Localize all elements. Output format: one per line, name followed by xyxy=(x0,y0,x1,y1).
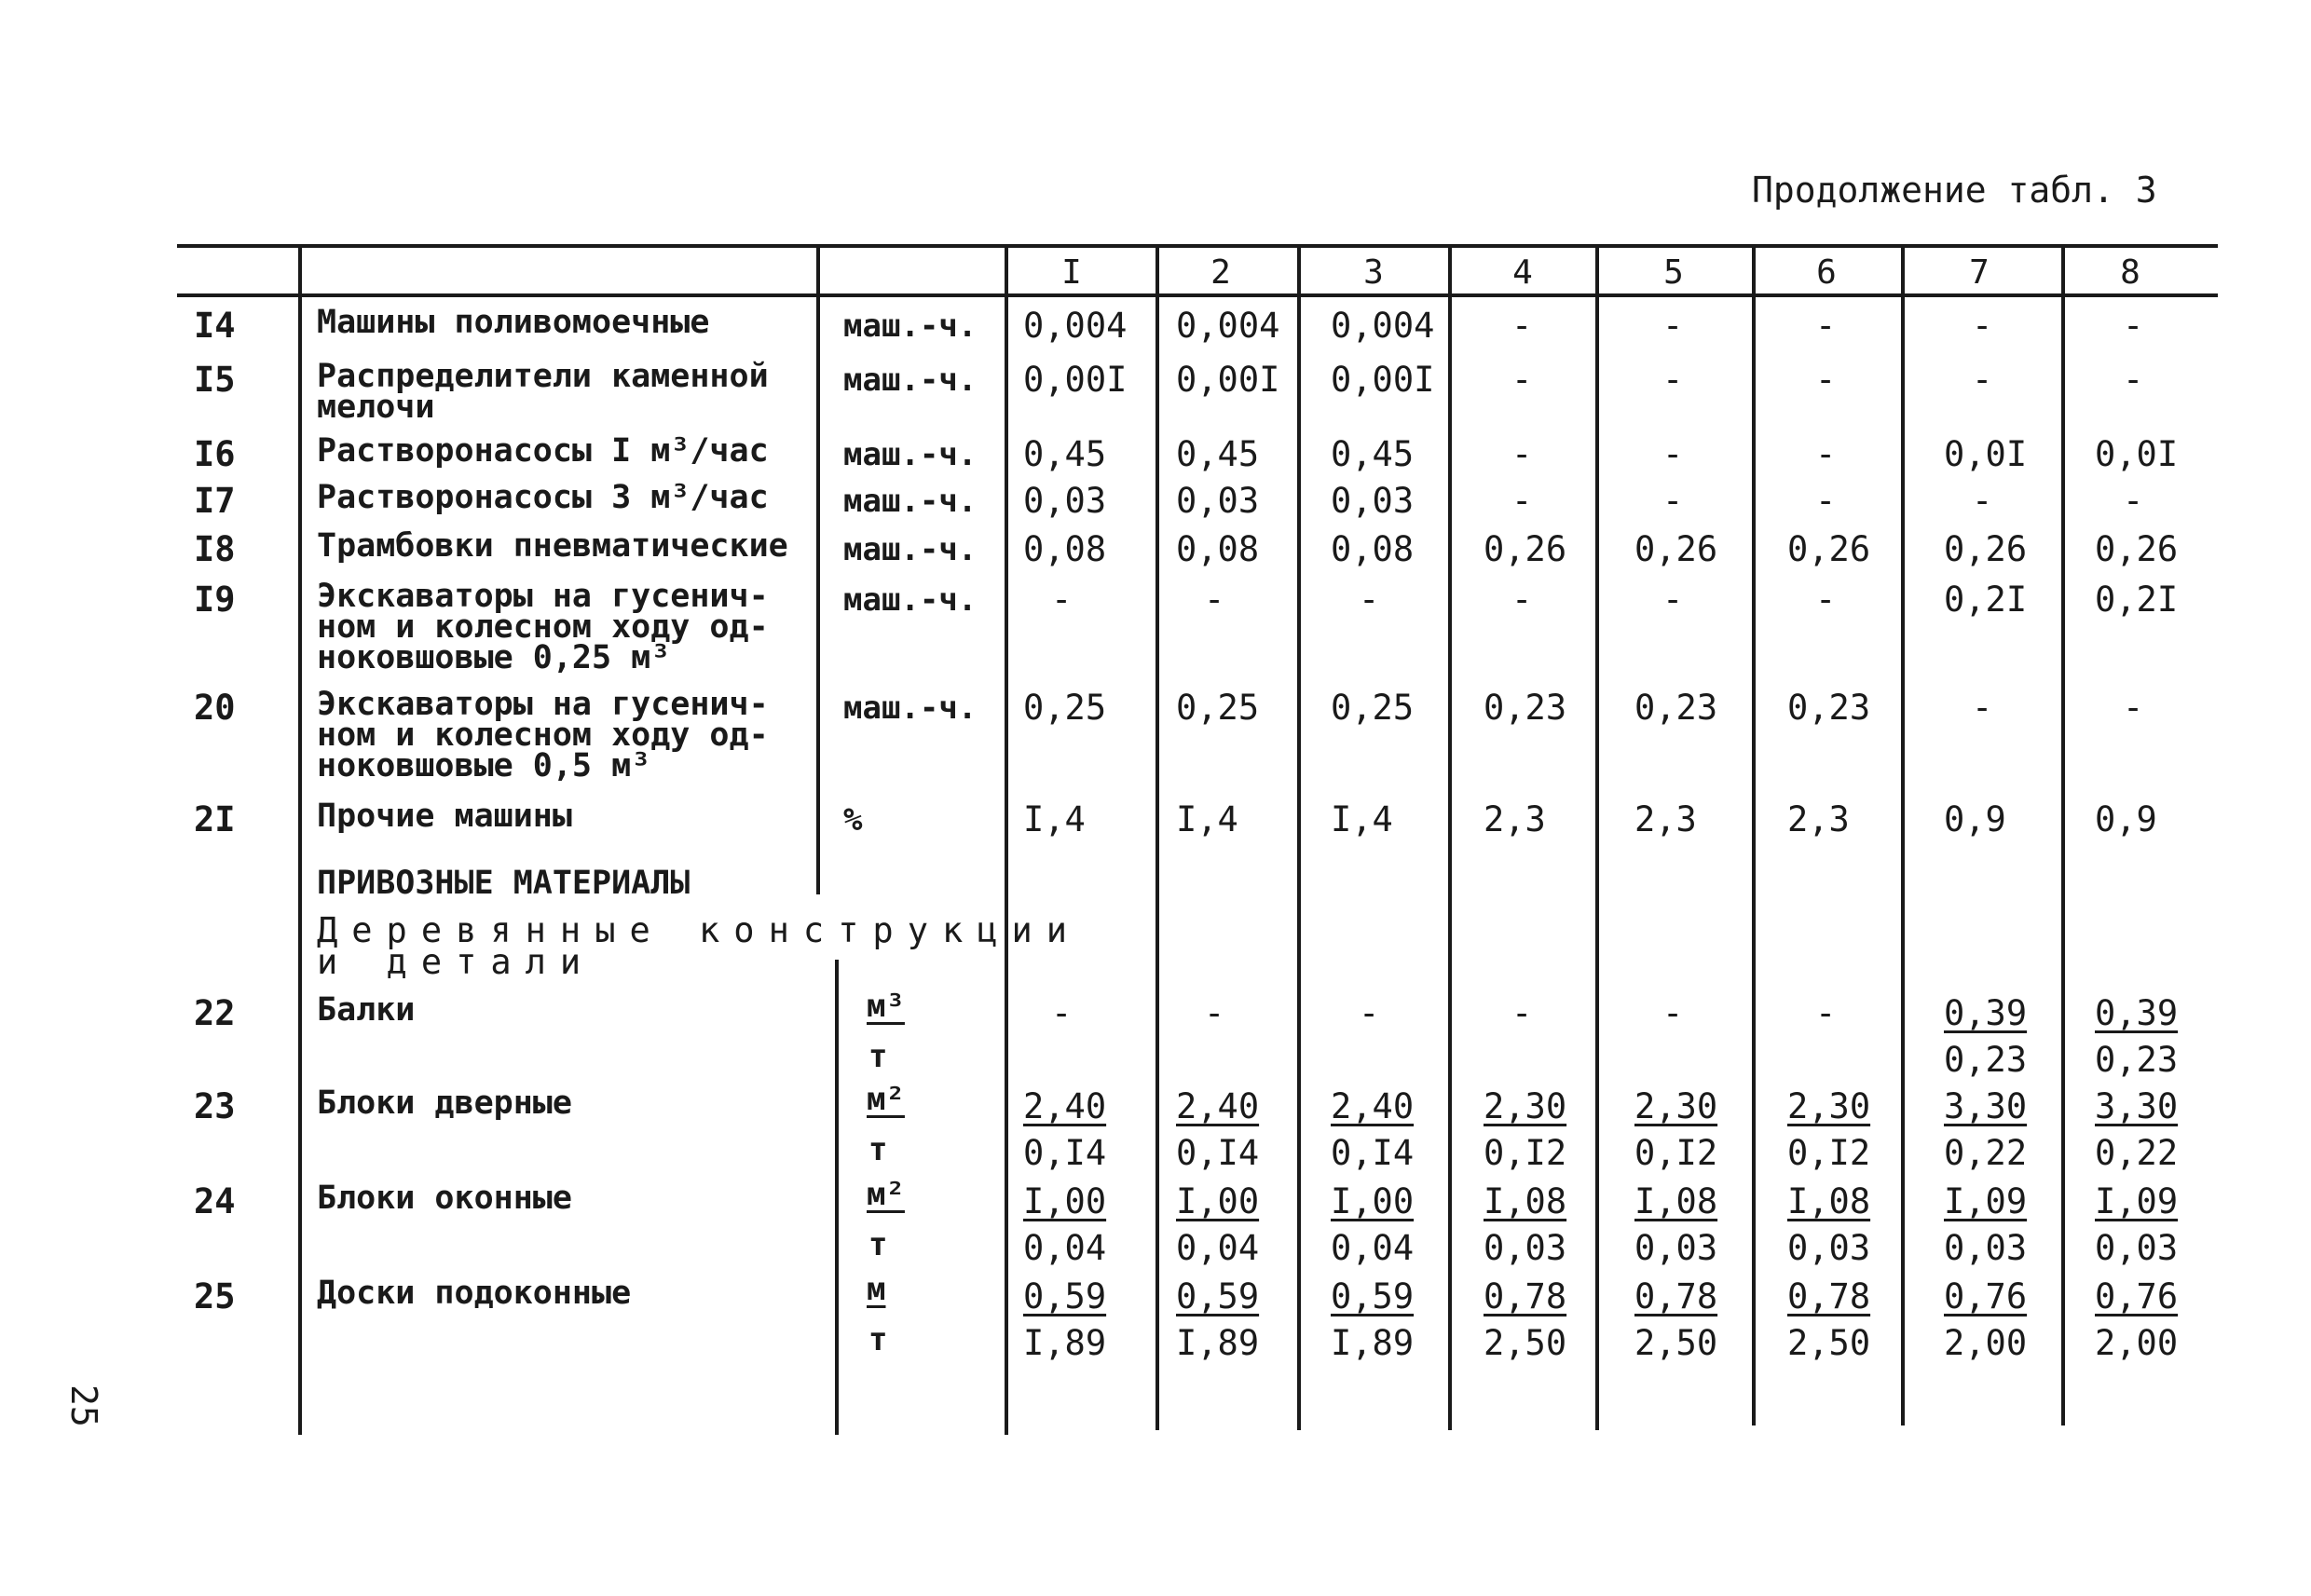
material-value-bottom: 2,50 xyxy=(1634,1323,1718,1363)
material-value-bottom: 0,04 xyxy=(1331,1228,1415,1268)
row-value: 0,9 xyxy=(1944,799,2006,839)
material-value-top: 0,39 xyxy=(1944,993,2028,1033)
material-unit-top: м³ xyxy=(867,988,905,1025)
col-divider-name-lower xyxy=(835,960,839,1435)
row-value: - xyxy=(1662,434,1684,474)
material-value-top: 3,30 xyxy=(1944,1086,2028,1126)
material-row-name: Блоки дверные xyxy=(317,1084,572,1122)
row-value: 0,45 xyxy=(1023,434,1107,474)
material-value-bottom: 0,04 xyxy=(1023,1228,1107,1268)
column-header-5: 5 xyxy=(1663,253,1684,292)
row-value: - xyxy=(1511,481,1533,521)
row-value: - xyxy=(1972,688,1993,728)
material-unit-top: м xyxy=(867,1271,886,1308)
material-value-top: 0,78 xyxy=(1484,1276,1567,1316)
row-value: 0,004 xyxy=(1331,306,1435,346)
row-value: - xyxy=(1815,306,1837,346)
material-value-bottom: 2,00 xyxy=(2095,1323,2179,1363)
row-value: 0,25 xyxy=(1023,688,1107,728)
row-value: - xyxy=(1972,481,1993,521)
material-row-name: Доски подоконные xyxy=(317,1275,632,1312)
column-header-3: 3 xyxy=(1363,253,1384,292)
row-value: 0,26 xyxy=(1484,529,1567,569)
material-value-top: - xyxy=(1815,993,1837,1033)
row-value: 0,2I xyxy=(2095,580,2179,620)
row-value: 2,3 xyxy=(1634,799,1697,839)
table-header-rule xyxy=(177,293,2218,297)
row-value: - xyxy=(1815,360,1837,400)
row-number: I9 xyxy=(194,580,236,620)
material-value-top: 0,59 xyxy=(1176,1276,1260,1316)
material-value-top: 0,78 xyxy=(1787,1276,1871,1316)
row-name: Экскаваторы на гусенич- ном и колесном ходу од- ноковшовые 0,5 м³ xyxy=(317,686,769,784)
row-value: - xyxy=(2123,360,2144,400)
material-unit-top: м² xyxy=(867,1081,905,1118)
material-value-bottom: I,89 xyxy=(1023,1323,1107,1363)
material-value-top: 2,40 xyxy=(1023,1086,1107,1126)
row-value: - xyxy=(2123,688,2144,728)
material-value-bottom: 0,I2 xyxy=(1634,1133,1718,1173)
row-value: - xyxy=(2123,306,2144,346)
row-value: 0,08 xyxy=(1023,529,1107,569)
row-number: I7 xyxy=(194,481,236,521)
material-value-bottom: I,89 xyxy=(1176,1323,1260,1363)
material-value-top: 2,30 xyxy=(1484,1086,1567,1126)
row-name: Растворонасосы I м³/час xyxy=(317,432,769,470)
material-value-bottom: 0,I4 xyxy=(1023,1133,1107,1173)
material-value-top: - xyxy=(1359,993,1380,1033)
col-divider-2 xyxy=(1297,247,1301,1430)
material-value-bottom: 2,00 xyxy=(1944,1323,2028,1363)
material-value-bottom: 0,04 xyxy=(1176,1228,1260,1268)
material-value-bottom: 2,50 xyxy=(1484,1323,1567,1363)
row-value: - xyxy=(1662,481,1684,521)
row-name: Машины поливомоечные xyxy=(317,304,710,341)
material-row-number: 22 xyxy=(194,993,236,1033)
col-divider-unit xyxy=(1005,247,1008,1435)
row-value: 0,03 xyxy=(1331,481,1415,521)
row-name: Прочие машины xyxy=(317,798,572,835)
row-value: 0,23 xyxy=(1484,688,1567,728)
row-value: 0,00I xyxy=(1331,360,1435,400)
material-value-top: I,09 xyxy=(2095,1181,2179,1221)
row-value: - xyxy=(1051,580,1073,620)
material-value-top: - xyxy=(1204,993,1225,1033)
section-title: ПРИВОЗНЫЕ МАТЕРИАЛЫ xyxy=(317,865,691,902)
col-divider-6 xyxy=(1901,247,1905,1425)
row-value: - xyxy=(2123,481,2144,521)
row-value: I,4 xyxy=(1176,799,1238,839)
row-value: - xyxy=(1662,580,1684,620)
row-name: Трамбовки пневматические xyxy=(317,527,788,565)
row-value: I,4 xyxy=(1023,799,1086,839)
row-value: 0,25 xyxy=(1176,688,1260,728)
row-value: 2,3 xyxy=(1484,799,1546,839)
material-unit-top: м² xyxy=(867,1176,905,1213)
col-divider-num xyxy=(298,247,302,1435)
row-value: 0,26 xyxy=(1634,529,1718,569)
row-value: - xyxy=(1511,360,1533,400)
row-value: - xyxy=(1972,360,1993,400)
col-divider-1 xyxy=(1156,247,1159,1430)
row-value: 0,00I xyxy=(1023,360,1128,400)
material-value-top: - xyxy=(1511,993,1533,1033)
material-value-top: 2,30 xyxy=(1787,1086,1871,1126)
material-value-top: 0,59 xyxy=(1023,1276,1107,1316)
row-value: - xyxy=(1662,360,1684,400)
material-value-bottom: 0,03 xyxy=(1944,1228,2028,1268)
row-number: I5 xyxy=(194,360,236,400)
row-value: I,4 xyxy=(1331,799,1393,839)
material-value-bottom: 0,I4 xyxy=(1176,1133,1260,1173)
material-unit-bottom: т xyxy=(868,1131,888,1168)
col-divider-4 xyxy=(1595,247,1599,1430)
table-caption: Продолжение табл. 3 xyxy=(1752,170,2157,211)
row-unit: маш.-ч. xyxy=(843,581,978,619)
row-value: 0,23 xyxy=(1787,688,1871,728)
row-unit: маш.-ч. xyxy=(843,436,978,473)
row-value: 0,03 xyxy=(1023,481,1107,521)
row-unit: маш.-ч. xyxy=(843,307,978,345)
material-value-bottom: 0,23 xyxy=(1944,1040,2028,1080)
row-number: I6 xyxy=(194,434,236,474)
material-value-top: 0,76 xyxy=(1944,1276,2028,1316)
row-unit: маш.-ч. xyxy=(843,689,978,727)
row-value: - xyxy=(1662,306,1684,346)
material-value-top: 2,40 xyxy=(1331,1086,1415,1126)
row-value: 2,3 xyxy=(1787,799,1850,839)
row-number: I4 xyxy=(194,306,236,346)
material-value-top: I,08 xyxy=(1484,1181,1567,1221)
material-value-top: 2,30 xyxy=(1634,1086,1718,1126)
material-value-top: I,09 xyxy=(1944,1181,2028,1221)
col-divider-3 xyxy=(1448,247,1452,1430)
row-value: - xyxy=(1204,580,1225,620)
row-value: 0,08 xyxy=(1331,529,1415,569)
material-value-top: 0,76 xyxy=(2095,1276,2179,1316)
row-value: 0,0I xyxy=(1944,434,2028,474)
material-value-bottom: 0,03 xyxy=(1634,1228,1718,1268)
material-unit-bottom: т xyxy=(868,1038,888,1075)
row-value: - xyxy=(1815,580,1837,620)
column-header-8: 8 xyxy=(2120,253,2140,292)
row-value: - xyxy=(1815,434,1837,474)
material-row-number: 24 xyxy=(194,1181,236,1221)
material-value-top: 0,39 xyxy=(2095,993,2179,1033)
row-unit: маш.-ч. xyxy=(843,361,978,399)
row-number: I8 xyxy=(194,529,236,569)
material-row-name: Блоки оконные xyxy=(317,1180,572,1217)
material-row-number: 25 xyxy=(194,1276,236,1316)
material-value-top: 2,40 xyxy=(1176,1086,1260,1126)
column-header-6: 6 xyxy=(1816,253,1837,292)
material-value-bottom: 0,22 xyxy=(1944,1133,2028,1173)
material-value-bottom: 0,I4 xyxy=(1331,1133,1415,1173)
row-value: 0,08 xyxy=(1176,529,1260,569)
material-value-top: I,00 xyxy=(1023,1181,1107,1221)
row-value: 0,0I xyxy=(2095,434,2179,474)
row-value: 0,004 xyxy=(1023,306,1128,346)
col-divider-5 xyxy=(1752,247,1756,1425)
row-value: 0,9 xyxy=(2095,799,2157,839)
row-value: 0,26 xyxy=(1944,529,2028,569)
row-value: 0,45 xyxy=(1331,434,1415,474)
row-value: 0,26 xyxy=(2095,529,2179,569)
material-value-top: 0,78 xyxy=(1634,1276,1718,1316)
row-value: 0,45 xyxy=(1176,434,1260,474)
col-divider-name xyxy=(816,247,820,894)
row-name: Распределители каменной мелочи xyxy=(317,358,769,426)
row-value: - xyxy=(1511,306,1533,346)
row-number: 20 xyxy=(194,688,236,728)
row-value: 0,23 xyxy=(1634,688,1718,728)
material-value-top: I,08 xyxy=(1787,1181,1871,1221)
material-value-top: I,00 xyxy=(1176,1181,1260,1221)
material-value-bottom: 0,03 xyxy=(1484,1228,1567,1268)
subsection-title: Деревянные конструкции и детали xyxy=(317,910,1082,982)
row-value: 0,00I xyxy=(1176,360,1280,400)
material-value-bottom: 0,I2 xyxy=(1484,1133,1567,1173)
material-value-top: I,00 xyxy=(1331,1181,1415,1221)
material-value-bottom: I,89 xyxy=(1331,1323,1415,1363)
material-row-number: 23 xyxy=(194,1086,236,1126)
material-unit-bottom: т xyxy=(868,1226,888,1263)
column-header-4: 4 xyxy=(1512,253,1533,292)
col-divider-7 xyxy=(2061,247,2065,1425)
row-value: - xyxy=(1815,481,1837,521)
material-row-name: Балки xyxy=(317,991,416,1029)
row-value: - xyxy=(1511,434,1533,474)
material-value-top: 3,30 xyxy=(2095,1086,2179,1126)
row-value: 0,25 xyxy=(1331,688,1415,728)
material-value-bottom: 0,03 xyxy=(1787,1228,1871,1268)
row-value: 0,004 xyxy=(1176,306,1280,346)
row-value: - xyxy=(1511,580,1533,620)
material-value-top: - xyxy=(1662,993,1684,1033)
column-header-2: 2 xyxy=(1210,253,1231,292)
row-value: 0,26 xyxy=(1787,529,1871,569)
material-value-top: - xyxy=(1051,993,1073,1033)
row-unit: % xyxy=(843,801,863,839)
material-value-bottom: 0,I2 xyxy=(1787,1133,1871,1173)
material-value-bottom: 0,03 xyxy=(2095,1228,2179,1268)
material-value-top: 0,59 xyxy=(1331,1276,1415,1316)
column-header-7: 7 xyxy=(1969,253,1990,292)
row-value: 0,03 xyxy=(1176,481,1260,521)
row-value: - xyxy=(1359,580,1380,620)
page-number: 25 xyxy=(63,1385,104,1427)
row-name: Экскаваторы на гусенич- ном и колесном ходу од- ноковшовые 0,25 м³ xyxy=(317,578,769,676)
row-value: - xyxy=(1972,306,1993,346)
material-value-top: I,08 xyxy=(1634,1181,1718,1221)
row-unit: маш.-ч. xyxy=(843,483,978,520)
table-top-rule xyxy=(177,244,2218,248)
row-value: 0,2I xyxy=(1944,580,2028,620)
row-name: Растворонасосы 3 м³/час xyxy=(317,479,769,516)
material-value-bottom: 2,50 xyxy=(1787,1323,1871,1363)
material-value-bottom: 0,22 xyxy=(2095,1133,2179,1173)
row-unit: маш.-ч. xyxy=(843,531,978,568)
material-unit-bottom: т xyxy=(868,1321,888,1358)
column-header-1: I xyxy=(1061,253,1082,292)
row-number: 2I xyxy=(194,799,236,839)
material-value-bottom: 0,23 xyxy=(2095,1040,2179,1080)
